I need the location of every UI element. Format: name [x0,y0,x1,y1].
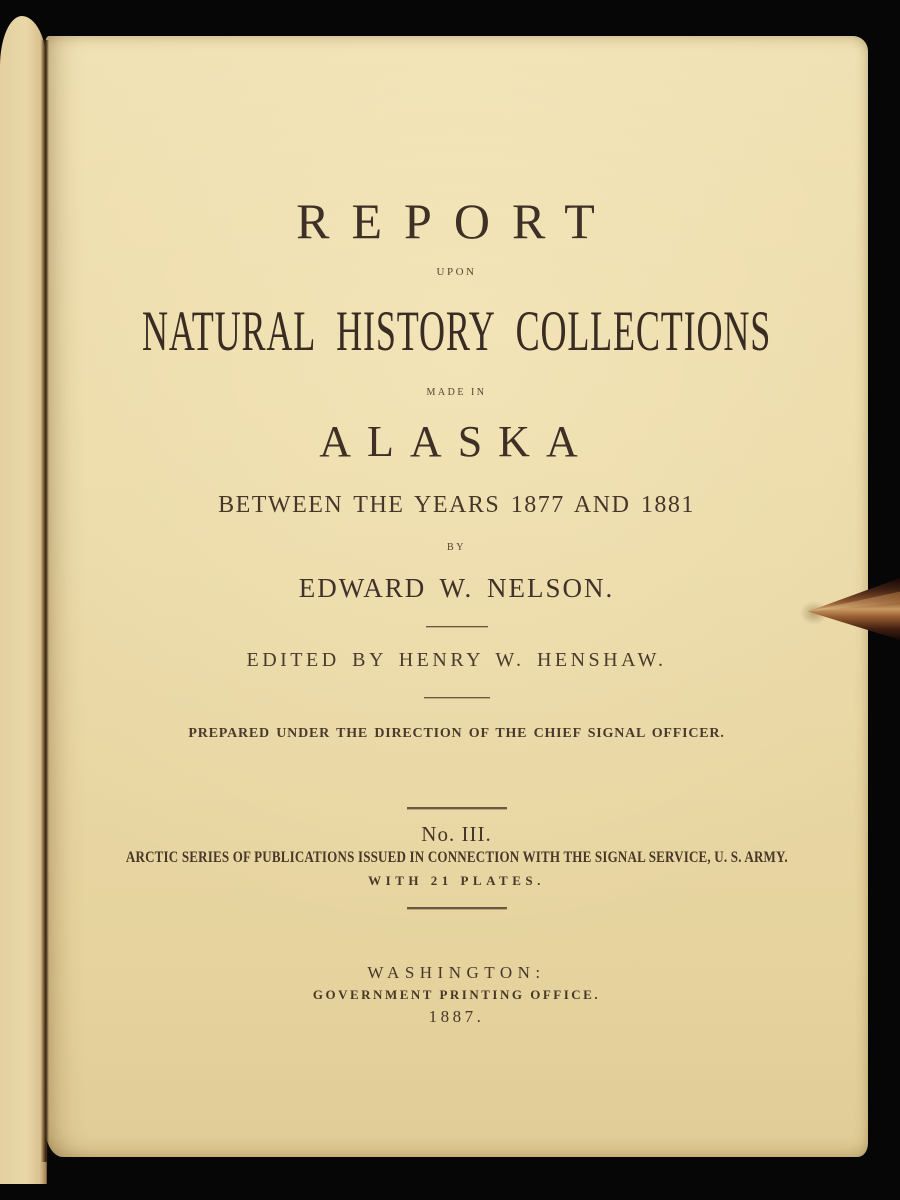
divider-rule-1 [426,626,488,627]
divider-rule-3 [407,807,507,809]
author-line: EDWARD W. NELSON. [298,573,615,603]
report-heading: REPORT [296,193,617,249]
series-line-text: ARCTIC SERIES OF PUBLICATIONS ISSUED IN CONNECTION WITH THE SIGNAL SERVICE, U. S. ARMY. [125,849,788,867]
divider-rule-4 [407,907,507,909]
upon-label: UPON [436,266,477,278]
main-title [45,299,868,363]
prepared-line: PREPARED UNDER THE DIRECTION OF THE CHIEF SIGNAL OFFICER. [188,726,725,741]
plates-line: WITH 21 PLATES. [368,873,545,888]
series-number: No. III. [421,822,492,846]
imprint-office: GOVERNMENT PRINTING OFFICE. [312,987,601,1002]
title-page [45,36,868,1157]
main-title-text: NATURAL HISTORY COLLECTIONS [141,299,772,363]
series-line [45,851,868,865]
gutter-shadow [41,40,49,1162]
imprint-year: 1887. [428,1007,485,1026]
by-label: BY [447,542,466,553]
made-in-label: MADE IN [426,387,487,398]
date-range-line: BETWEEN THE YEARS 1877 AND 1881 [218,492,695,518]
editor-line: EDITED BY HENRY W. HENSHAW. [246,649,667,671]
divider-rule-2 [424,697,490,698]
region-title: ALASKA [319,417,594,466]
facing-page-edge [0,16,47,1184]
imprint-city: WASHINGTON: [367,963,546,982]
